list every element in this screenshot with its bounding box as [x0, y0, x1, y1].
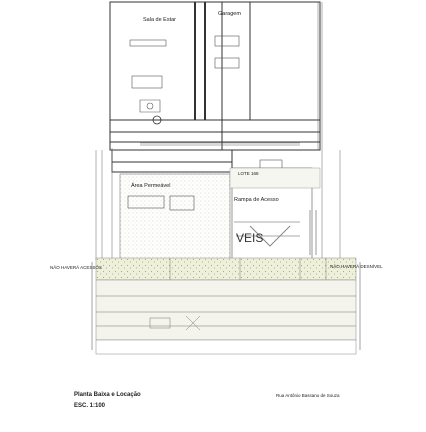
sidewalk: [96, 280, 356, 340]
lot-label: LOTE 168: [238, 171, 259, 176]
living-room-furniture: [130, 40, 166, 112]
drawing-scale: ESC. 1:100: [74, 403, 106, 409]
garden-ground: [96, 258, 356, 280]
street: [96, 340, 356, 354]
upper-walls: [110, 2, 320, 172]
neighbor-note-left: NÃO HAVERÁ ACESSOS: [50, 265, 102, 270]
garage-furniture: [215, 36, 282, 178]
room-label-garage: Garagem: [218, 11, 241, 17]
room-label-permeable-area: Área Permeável: [131, 183, 171, 189]
overlay-text: VEIS: [236, 231, 264, 245]
room-label-living: Sala de Estar: [143, 17, 177, 23]
drawing-title: Planta Baixa e Locação: [74, 392, 141, 398]
neighbor-note-right: NÃO HAVERÁ DESNÍVEL: [330, 264, 383, 269]
room-label-access-ramp: Rampa de Acesso: [234, 197, 279, 203]
street-name: Rua Antônio Bassano de Souza: [276, 393, 340, 398]
